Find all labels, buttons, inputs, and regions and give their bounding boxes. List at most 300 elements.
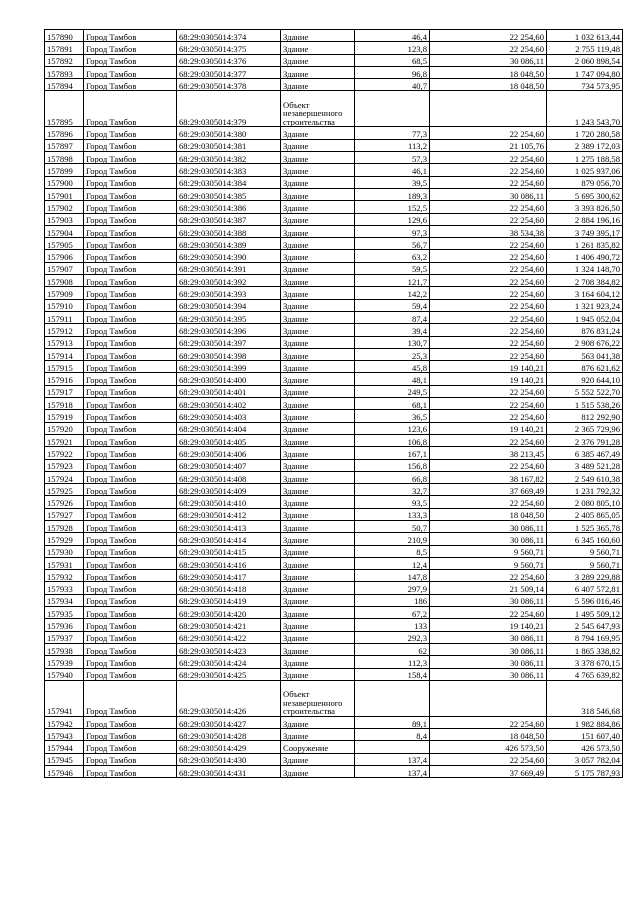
cadastral-number-cell: 68:29:0305014:394 bbox=[177, 299, 281, 311]
cadastral-value-cell: 2 755 119,48 bbox=[547, 42, 623, 54]
row-number-cell: 157933 bbox=[45, 582, 84, 594]
row-number-cell: 157939 bbox=[45, 656, 84, 668]
row-number-cell: 157935 bbox=[45, 607, 84, 619]
area-cell: 133 bbox=[355, 619, 430, 631]
cadastral-number-cell: 68:29:0305014:419 bbox=[177, 594, 281, 606]
row-number-cell: 157892 bbox=[45, 54, 84, 66]
cadastral-value-cell: 2 549 610,38 bbox=[547, 471, 623, 483]
area-cell: 106,8 bbox=[355, 434, 430, 446]
cadastral-value-cell: 3 393 826,50 bbox=[547, 201, 623, 213]
unit-value-cell: 30 086,11 bbox=[430, 656, 547, 668]
city-cell: Город Тамбов bbox=[84, 213, 177, 225]
table-row bbox=[45, 594, 623, 606]
area-cell: 8,5 bbox=[355, 545, 430, 557]
row-number-cell: 157931 bbox=[45, 557, 84, 569]
area-cell: 50,7 bbox=[355, 520, 430, 532]
city-cell: Город Тамбов bbox=[84, 557, 177, 569]
cadastral-value-cell: 920 644,10 bbox=[547, 373, 623, 385]
table-row bbox=[45, 164, 623, 176]
unit-value-cell: 22 254,60 bbox=[430, 164, 547, 176]
unit-value-cell: 30 086,11 bbox=[430, 643, 547, 655]
city-cell: Город Тамбов bbox=[84, 422, 177, 434]
area-cell: 152,5 bbox=[355, 201, 430, 213]
cadastral-number-cell: 68:29:0305014:382 bbox=[177, 152, 281, 164]
cadastral-number-cell: 68:29:0305014:409 bbox=[177, 484, 281, 496]
row-number-cell: 157897 bbox=[45, 139, 84, 151]
object-type-cell: Здание bbox=[281, 238, 355, 250]
table-row bbox=[45, 680, 623, 716]
city-cell: Город Тамбов bbox=[84, 729, 177, 741]
object-type-cell: Здание bbox=[281, 287, 355, 299]
table-row bbox=[45, 643, 623, 655]
cadastral-number-cell: 68:29:0305014:426 bbox=[177, 680, 281, 716]
cadastral-value-cell: 9 560,71 bbox=[547, 545, 623, 557]
row-number-cell: 157905 bbox=[45, 238, 84, 250]
city-cell: Город Тамбов bbox=[84, 66, 177, 78]
cadastral-value-cell: 1 231 792,32 bbox=[547, 484, 623, 496]
unit-value-cell: 22 254,60 bbox=[430, 275, 547, 287]
city-cell: Город Тамбов bbox=[84, 716, 177, 728]
unit-value-cell: 22 254,60 bbox=[430, 311, 547, 323]
city-cell: Город Тамбов bbox=[84, 188, 177, 200]
cadastral-value-cell: 1 720 280,58 bbox=[547, 127, 623, 139]
object-type-cell: Здание bbox=[281, 66, 355, 78]
city-cell: Город Тамбов bbox=[84, 753, 177, 765]
area-cell: 25,3 bbox=[355, 348, 430, 360]
area-cell: 46,1 bbox=[355, 164, 430, 176]
city-cell: Город Тамбов bbox=[84, 484, 177, 496]
cadastral-number-cell: 68:29:0305014:374 bbox=[177, 30, 281, 42]
object-type-cell: Здание bbox=[281, 42, 355, 54]
object-type-cell: Здание bbox=[281, 176, 355, 188]
table-row bbox=[45, 213, 623, 225]
area-cell: 147,8 bbox=[355, 570, 430, 582]
area-cell: 189,3 bbox=[355, 188, 430, 200]
cadastral-number-cell: 68:29:0305014:403 bbox=[177, 410, 281, 422]
object-type-cell: Здание bbox=[281, 545, 355, 557]
cadastral-number-cell: 68:29:0305014:375 bbox=[177, 42, 281, 54]
cadastral-value-cell: 3 289 229,88 bbox=[547, 570, 623, 582]
object-type-cell: Здание bbox=[281, 188, 355, 200]
table-row bbox=[45, 607, 623, 619]
object-type-cell: Здание bbox=[281, 656, 355, 668]
cadastral-value-cell: 3 164 604,12 bbox=[547, 287, 623, 299]
row-number-cell: 157909 bbox=[45, 287, 84, 299]
cadastral-number-cell: 68:29:0305014:402 bbox=[177, 398, 281, 410]
table-row bbox=[45, 139, 623, 151]
area-cell: 8,4 bbox=[355, 729, 430, 741]
area-cell: 123,6 bbox=[355, 422, 430, 434]
table-row bbox=[45, 471, 623, 483]
area-cell: 59,4 bbox=[355, 299, 430, 311]
object-type-cell: Здание bbox=[281, 594, 355, 606]
cadastral-value-cell: 876 621,62 bbox=[547, 361, 623, 373]
object-type-cell: Здание bbox=[281, 533, 355, 545]
cadastral-number-cell: 68:29:0305014:425 bbox=[177, 668, 281, 680]
cadastral-number-cell: 68:29:0305014:405 bbox=[177, 434, 281, 446]
area-cell: 66,8 bbox=[355, 471, 430, 483]
unit-value-cell: 38 167,82 bbox=[430, 471, 547, 483]
cadastral-number-cell: 68:29:0305014:393 bbox=[177, 287, 281, 299]
cadastral-number-cell: 68:29:0305014:429 bbox=[177, 741, 281, 753]
cadastral-value-cell: 4 765 639,82 bbox=[547, 668, 623, 680]
table-row bbox=[45, 570, 623, 582]
cadastral-value-cell: 2 708 384,82 bbox=[547, 275, 623, 287]
cadastral-number-cell: 68:29:0305014:413 bbox=[177, 520, 281, 532]
object-type-cell: Здание bbox=[281, 508, 355, 520]
cadastral-number-cell: 68:29:0305014:390 bbox=[177, 250, 281, 262]
object-type-cell: Здание bbox=[281, 348, 355, 360]
city-cell: Город Тамбов bbox=[84, 152, 177, 164]
city-cell: Город Тамбов bbox=[84, 176, 177, 188]
city-cell: Город Тамбов bbox=[84, 54, 177, 66]
area-cell: 12,4 bbox=[355, 557, 430, 569]
unit-value-cell: 22 254,60 bbox=[430, 262, 547, 274]
cadastral-value-cell: 5 596 016,46 bbox=[547, 594, 623, 606]
table-row bbox=[45, 176, 623, 188]
object-type-cell: Здание bbox=[281, 225, 355, 237]
cadastral-value-cell: 5 175 787,93 bbox=[547, 766, 623, 778]
object-type-cell: Здание bbox=[281, 447, 355, 459]
table-row bbox=[45, 557, 623, 569]
table-row bbox=[45, 54, 623, 66]
row-number-cell: 157900 bbox=[45, 176, 84, 188]
object-type-cell: Здание bbox=[281, 557, 355, 569]
unit-value-cell: 9 560,71 bbox=[430, 557, 547, 569]
object-type-cell: Здание bbox=[281, 716, 355, 728]
area-cell: 121,7 bbox=[355, 275, 430, 287]
area-cell: 123,8 bbox=[355, 42, 430, 54]
cadastral-number-cell: 68:29:0305014:400 bbox=[177, 373, 281, 385]
table-row bbox=[45, 631, 623, 643]
area-cell: 68,1 bbox=[355, 398, 430, 410]
area-cell bbox=[355, 91, 430, 127]
row-number-cell: 157904 bbox=[45, 225, 84, 237]
unit-value-cell bbox=[430, 91, 547, 127]
object-type-cell: Здание bbox=[281, 668, 355, 680]
cadastral-number-cell: 68:29:0305014:422 bbox=[177, 631, 281, 643]
unit-value-cell: 22 254,60 bbox=[430, 434, 547, 446]
cadastral-number-cell: 68:29:0305014:431 bbox=[177, 766, 281, 778]
object-type-cell: Здание bbox=[281, 570, 355, 582]
cadastral-value-cell: 734 573,95 bbox=[547, 79, 623, 91]
table-row bbox=[45, 91, 623, 127]
object-type-cell: Здание bbox=[281, 520, 355, 532]
unit-value-cell: 22 254,60 bbox=[430, 176, 547, 188]
unit-value-cell: 22 254,60 bbox=[430, 250, 547, 262]
city-cell: Город Тамбов bbox=[84, 201, 177, 213]
cadastral-value-cell: 6 407 572,81 bbox=[547, 582, 623, 594]
city-cell: Город Тамбов bbox=[84, 361, 177, 373]
unit-value-cell: 19 140,21 bbox=[430, 361, 547, 373]
object-type-cell: Здание bbox=[281, 299, 355, 311]
object-type-cell: Здание bbox=[281, 164, 355, 176]
table-row bbox=[45, 533, 623, 545]
table-row bbox=[45, 287, 623, 299]
area-cell: 39,4 bbox=[355, 324, 430, 336]
cadastral-value-cell: 1 525 365,78 bbox=[547, 520, 623, 532]
object-type-cell: Здание bbox=[281, 766, 355, 778]
object-type-cell: Здание bbox=[281, 250, 355, 262]
row-number-cell: 157918 bbox=[45, 398, 84, 410]
cadastral-number-cell: 68:29:0305014:412 bbox=[177, 508, 281, 520]
cadastral-number-cell: 68:29:0305014:410 bbox=[177, 496, 281, 508]
cadastral-number-cell: 68:29:0305014:404 bbox=[177, 422, 281, 434]
unit-value-cell: 22 254,60 bbox=[430, 753, 547, 765]
cadastral-number-cell: 68:29:0305014:424 bbox=[177, 656, 281, 668]
city-cell: Город Тамбов bbox=[84, 434, 177, 446]
unit-value-cell: 22 254,60 bbox=[430, 410, 547, 422]
city-cell: Город Тамбов bbox=[84, 447, 177, 459]
area-cell: 62 bbox=[355, 643, 430, 655]
object-type-cell: Здание bbox=[281, 643, 355, 655]
object-type-cell: Здание bbox=[281, 139, 355, 151]
city-cell: Город Тамбов bbox=[84, 373, 177, 385]
unit-value-cell: 37 669,49 bbox=[430, 484, 547, 496]
cadastral-value-cell: 563 041,38 bbox=[547, 348, 623, 360]
area-cell: 292,3 bbox=[355, 631, 430, 643]
row-number-cell: 157942 bbox=[45, 716, 84, 728]
city-cell: Город Тамбов bbox=[84, 91, 177, 127]
unit-value-cell: 22 254,60 bbox=[430, 201, 547, 213]
area-cell: 137,4 bbox=[355, 753, 430, 765]
cadastral-value-cell: 8 794 169,95 bbox=[547, 631, 623, 643]
row-number-cell: 157914 bbox=[45, 348, 84, 360]
area-cell: 36,5 bbox=[355, 410, 430, 422]
table-row bbox=[45, 188, 623, 200]
table-row bbox=[45, 422, 623, 434]
row-number-cell: 157941 bbox=[45, 680, 84, 716]
cadastral-value-cell: 6 385 467,49 bbox=[547, 447, 623, 459]
city-cell: Город Тамбов bbox=[84, 545, 177, 557]
area-cell: 158,4 bbox=[355, 668, 430, 680]
cadastral-number-cell: 68:29:0305014:397 bbox=[177, 336, 281, 348]
area-cell bbox=[355, 680, 430, 716]
unit-value-cell: 19 140,21 bbox=[430, 619, 547, 631]
table-row bbox=[45, 79, 623, 91]
city-cell: Город Тамбов bbox=[84, 225, 177, 237]
cadastral-value-cell: 1 275 188,58 bbox=[547, 152, 623, 164]
table-row bbox=[45, 262, 623, 274]
city-cell: Город Тамбов bbox=[84, 385, 177, 397]
object-type-cell: Здание bbox=[281, 582, 355, 594]
city-cell: Город Тамбов bbox=[84, 127, 177, 139]
city-cell: Город Тамбов bbox=[84, 164, 177, 176]
table-row bbox=[45, 520, 623, 532]
city-cell: Город Тамбов bbox=[84, 471, 177, 483]
cadastral-value-cell: 318 546,68 bbox=[547, 680, 623, 716]
table-row bbox=[45, 716, 623, 728]
unit-value-cell: 22 254,60 bbox=[430, 213, 547, 225]
table-row bbox=[45, 656, 623, 668]
cadastral-value-cell: 1 032 613,44 bbox=[547, 30, 623, 42]
cadastral-value-cell: 5 695 300,62 bbox=[547, 188, 623, 200]
cadastral-number-cell: 68:29:0305014:396 bbox=[177, 324, 281, 336]
city-cell: Город Тамбов bbox=[84, 30, 177, 42]
cadastral-number-cell: 68:29:0305014:395 bbox=[177, 311, 281, 323]
area-cell: 59,5 bbox=[355, 262, 430, 274]
unit-value-cell: 21 509,14 bbox=[430, 582, 547, 594]
row-number-cell: 157940 bbox=[45, 668, 84, 680]
city-cell: Город Тамбов bbox=[84, 348, 177, 360]
cadastral-value-cell: 3 378 670,15 bbox=[547, 656, 623, 668]
row-number-cell: 157903 bbox=[45, 213, 84, 225]
area-cell: 129,6 bbox=[355, 213, 430, 225]
cadastral-number-cell: 68:29:0305014:399 bbox=[177, 361, 281, 373]
object-type-cell: Здание bbox=[281, 729, 355, 741]
object-type-cell: Здание bbox=[281, 385, 355, 397]
cadastral-number-cell: 68:29:0305014:379 bbox=[177, 91, 281, 127]
table-row bbox=[45, 545, 623, 557]
table-body bbox=[45, 30, 623, 778]
area-cell: 137,4 bbox=[355, 766, 430, 778]
object-type-cell: Здание bbox=[281, 30, 355, 42]
unit-value-cell: 22 254,60 bbox=[430, 336, 547, 348]
table-row bbox=[45, 152, 623, 164]
city-cell: Город Тамбов bbox=[84, 656, 177, 668]
table-row bbox=[45, 42, 623, 54]
city-cell: Город Тамбов bbox=[84, 324, 177, 336]
city-cell: Город Тамбов bbox=[84, 287, 177, 299]
cadastral-value-cell: 2 060 898,54 bbox=[547, 54, 623, 66]
unit-value-cell: 22 254,60 bbox=[430, 459, 547, 471]
object-type-cell: Здание bbox=[281, 410, 355, 422]
unit-value-cell: 22 254,60 bbox=[430, 348, 547, 360]
table-row bbox=[45, 250, 623, 262]
row-number-cell: 157927 bbox=[45, 508, 84, 520]
object-type-cell: Здание bbox=[281, 422, 355, 434]
cadastral-number-cell: 68:29:0305014:388 bbox=[177, 225, 281, 237]
table-row bbox=[45, 275, 623, 287]
cadastral-number-cell: 68:29:0305014:407 bbox=[177, 459, 281, 471]
cadastral-number-cell: 68:29:0305014:421 bbox=[177, 619, 281, 631]
row-number-cell: 157929 bbox=[45, 533, 84, 545]
object-type-cell: Здание bbox=[281, 631, 355, 643]
table-row bbox=[45, 447, 623, 459]
row-number-cell: 157937 bbox=[45, 631, 84, 643]
city-cell: Город Тамбов bbox=[84, 262, 177, 274]
cadastral-value-cell: 1 495 509,12 bbox=[547, 607, 623, 619]
city-cell: Город Тамбов bbox=[84, 398, 177, 410]
cadastral-value-cell: 3 057 782,04 bbox=[547, 753, 623, 765]
unit-value-cell: 19 140,21 bbox=[430, 373, 547, 385]
table-row bbox=[45, 753, 623, 765]
area-cell: 142,2 bbox=[355, 287, 430, 299]
row-number-cell: 157932 bbox=[45, 570, 84, 582]
table-row bbox=[45, 127, 623, 139]
cadastral-value-cell: 1 025 937,06 bbox=[547, 164, 623, 176]
cadastral-value-cell: 1 324 148,70 bbox=[547, 262, 623, 274]
table-row bbox=[45, 348, 623, 360]
cadastral-value-cell: 2 376 791,28 bbox=[547, 434, 623, 446]
cadastral-number-cell: 68:29:0305014:406 bbox=[177, 447, 281, 459]
table-row bbox=[45, 373, 623, 385]
city-cell: Город Тамбов bbox=[84, 42, 177, 54]
cadastral-number-cell: 68:29:0305014:408 bbox=[177, 471, 281, 483]
city-cell: Город Тамбов bbox=[84, 631, 177, 643]
cadastral-number-cell: 68:29:0305014:398 bbox=[177, 348, 281, 360]
object-type-cell: Здание bbox=[281, 311, 355, 323]
object-type-cell: Здание bbox=[281, 484, 355, 496]
area-cell: 210,9 bbox=[355, 533, 430, 545]
object-type-cell: Здание bbox=[281, 127, 355, 139]
city-cell: Город Тамбов bbox=[84, 520, 177, 532]
cadastral-value-cell: 2 884 196,16 bbox=[547, 213, 623, 225]
cadastral-number-cell: 68:29:0305014:420 bbox=[177, 607, 281, 619]
table-row bbox=[45, 201, 623, 213]
unit-value-cell: 30 086,11 bbox=[430, 631, 547, 643]
area-cell: 57,3 bbox=[355, 152, 430, 164]
unit-value-cell: 22 254,60 bbox=[430, 496, 547, 508]
unit-value-cell: 30 086,11 bbox=[430, 188, 547, 200]
unit-value-cell: 22 254,60 bbox=[430, 42, 547, 54]
city-cell: Город Тамбов bbox=[84, 250, 177, 262]
row-number-cell: 157930 bbox=[45, 545, 84, 557]
cadastral-value-table bbox=[44, 29, 623, 778]
row-number-cell: 157907 bbox=[45, 262, 84, 274]
cadastral-value-cell: 1 261 835,82 bbox=[547, 238, 623, 250]
cadastral-number-cell: 68:29:0305014:401 bbox=[177, 385, 281, 397]
row-number-cell: 157944 bbox=[45, 741, 84, 753]
cadastral-number-cell: 68:29:0305014:384 bbox=[177, 176, 281, 188]
unit-value-cell: 22 254,60 bbox=[430, 607, 547, 619]
cadastral-number-cell: 68:29:0305014:386 bbox=[177, 201, 281, 213]
unit-value-cell: 18 048,50 bbox=[430, 66, 547, 78]
table-row bbox=[45, 299, 623, 311]
row-number-cell: 157913 bbox=[45, 336, 84, 348]
object-type-cell: Здание bbox=[281, 398, 355, 410]
table-row bbox=[45, 582, 623, 594]
object-type-cell: Здание bbox=[281, 79, 355, 91]
unit-value-cell: 19 140,21 bbox=[430, 422, 547, 434]
unit-value-cell: 18 048,50 bbox=[430, 79, 547, 91]
row-number-cell: 157899 bbox=[45, 164, 84, 176]
area-cell: 130,7 bbox=[355, 336, 430, 348]
table-row bbox=[45, 434, 623, 446]
area-cell: 167,1 bbox=[355, 447, 430, 459]
area-cell: 133,3 bbox=[355, 508, 430, 520]
cadastral-value-cell: 812 292,90 bbox=[547, 410, 623, 422]
unit-value-cell: 22 254,60 bbox=[430, 324, 547, 336]
cadastral-value-cell: 1 945 052,04 bbox=[547, 311, 623, 323]
object-type-cell: Здание bbox=[281, 373, 355, 385]
city-cell: Город Тамбов bbox=[84, 741, 177, 753]
row-number-cell: 157910 bbox=[45, 299, 84, 311]
row-number-cell: 157890 bbox=[45, 30, 84, 42]
city-cell: Город Тамбов bbox=[84, 607, 177, 619]
cadastral-number-cell: 68:29:0305014:389 bbox=[177, 238, 281, 250]
cadastral-value-cell: 879 056,70 bbox=[547, 176, 623, 188]
row-number-cell: 157934 bbox=[45, 594, 84, 606]
city-cell: Город Тамбов bbox=[84, 459, 177, 471]
row-number-cell: 157916 bbox=[45, 373, 84, 385]
object-type-cell: Здание bbox=[281, 434, 355, 446]
area-cell: 112,3 bbox=[355, 656, 430, 668]
cadastral-number-cell: 68:29:0305014:415 bbox=[177, 545, 281, 557]
table-row bbox=[45, 619, 623, 631]
table-row bbox=[45, 766, 623, 778]
cadastral-value-cell: 2 908 676,22 bbox=[547, 336, 623, 348]
row-number-cell: 157915 bbox=[45, 361, 84, 373]
city-cell: Город Тамбов bbox=[84, 582, 177, 594]
city-cell: Город Тамбов bbox=[84, 619, 177, 631]
object-type-cell: Здание bbox=[281, 471, 355, 483]
area-cell: 63,2 bbox=[355, 250, 430, 262]
cadastral-value-cell: 1 747 094,80 bbox=[547, 66, 623, 78]
area-cell: 32,7 bbox=[355, 484, 430, 496]
table-row bbox=[45, 459, 623, 471]
unit-value-cell: 22 254,60 bbox=[430, 287, 547, 299]
